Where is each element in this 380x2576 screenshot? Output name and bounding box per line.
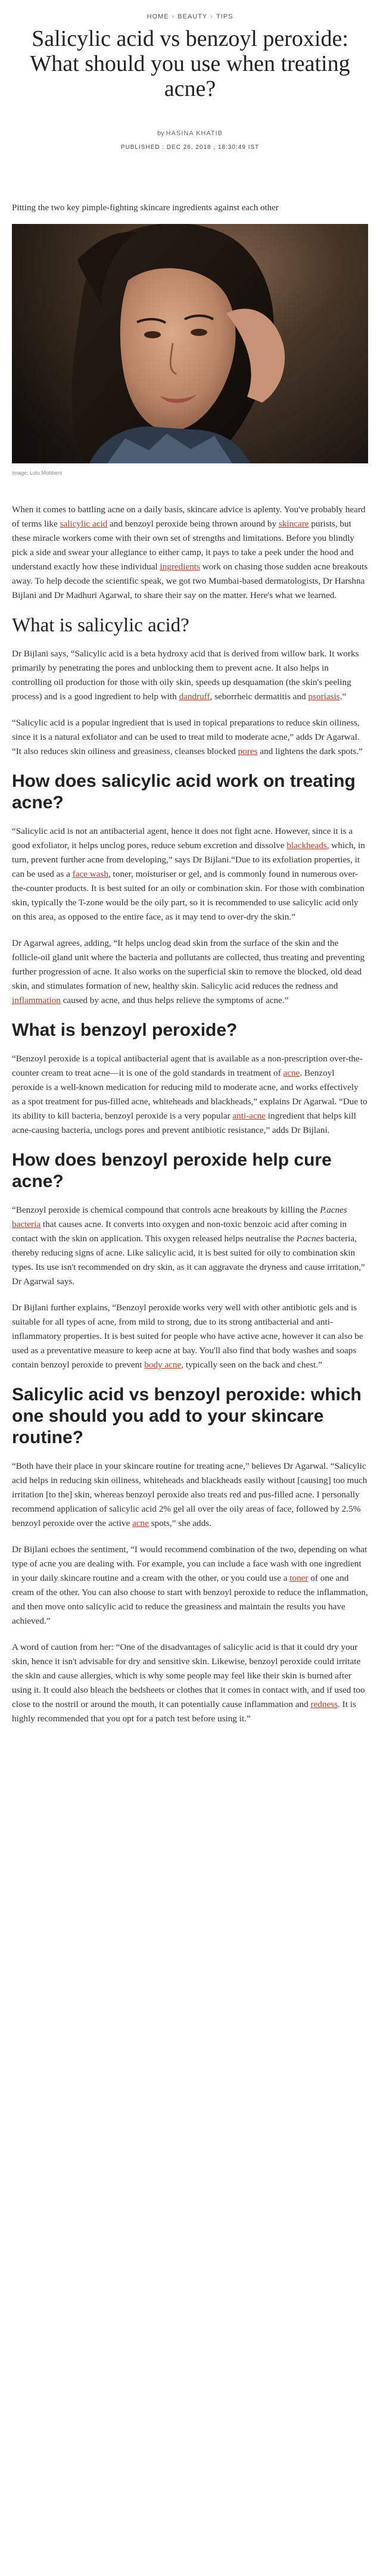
link-inflammation[interactable]: inflammation <box>12 995 61 1005</box>
paragraph <box>12 824 368 924</box>
breadcrumb-beauty[interactable]: BEAUTY <box>177 13 208 20</box>
paragraph <box>12 1052 368 1138</box>
text-span: When it comes to battling acne on a daily basis, skincare advice is aplenty. You've probably heard of terms like <box>12 504 366 529</box>
standfirst: Pitting the two key pimple-fighting skincare ingredients against each other <box>12 203 279 213</box>
breadcrumb-separator: › <box>172 13 175 20</box>
text-span: . Benzoyl peroxide is a well-known medication for reducing mild to moderate acne, and works effectively as a spot treatment for pus-filled acne, whiteheads and blackheads,” explains Dr Agarwal. “Due to its ability to kill bacteria, benzoyl peroxide is a very popular <box>12 1068 367 1121</box>
text-span: and lightens the dark spots.” <box>257 746 363 756</box>
paragraph <box>12 1640 368 1726</box>
section-heading-what-is-benzoyl-peroxide: What is benzoyl peroxide? <box>12 1020 238 1040</box>
paragraph <box>12 1459 368 1531</box>
text-span: spots,” she adds. <box>148 1518 211 1528</box>
paragraph <box>12 1301 368 1372</box>
link-ingredients[interactable]: ingredients <box>160 562 200 572</box>
paragraph-intro <box>12 503 368 603</box>
breadcrumb-separator: › <box>210 13 213 20</box>
article-body <box>12 503 368 1738</box>
link-bacteria[interactable]: bacteria <box>12 1219 41 1229</box>
image-credit: Image: Lulu Mobbers <box>12 470 63 476</box>
text-span: Dr Bijlani echoes the sentiment, “I would recommend combination of the two, depending on what type of acne you are dealing with. For example, you can include a face wash with one ingredient in your daily skincare routine and a cream with the other, or you could use a <box>12 1544 367 1583</box>
text-span: Dr Agarwal agrees, adding, “It helps unclog dead skin from the surface of the skin and the follicle-oil gland unit where the bacteria and pollutants are collected, thus treating and preventing further progression of acne. It also works on the superficial skin to remove the blocked, old dead skin, and stimulates formation of new, healthy skin. Salicylic acid reduces the redness and <box>12 938 365 991</box>
text-span: of one and cream of the other. You can also choose to start with benzoyl peroxide to reduce the inflammation, and then move onto salicylic acid to reduce the greasiness and maintain the results you have achieved.” <box>12 1573 368 1626</box>
link-skincare[interactable]: skincare <box>278 519 309 529</box>
italic-term: P.acnes <box>320 1205 347 1215</box>
text-span: caused by acne, and thus helps relieve the symptoms of acne.” <box>60 995 289 1005</box>
link-body-acne[interactable]: body acne <box>144 1360 182 1370</box>
breadcrumb <box>0 13 380 20</box>
text-span: bacteria, thereby reducing signs of acne. Like salicylic acid, it is best suited for oily to combination skin types. Its use isn't recommended on dry skin, as it can aggravate the dryness and cause irritation,” Dr Agarwal says. <box>12 1234 365 1287</box>
page-title: Salicylic acid vs benzoyl peroxide: What should you use when treating acne? <box>30 26 350 101</box>
hero-image-portrait <box>12 224 368 463</box>
text-span: .” <box>339 691 347 702</box>
text-span: work on chasing those sudden acne breakouts away. To help decode the scientific speak, we got two Mumbai-based dermatologists, Dr Harshna Bijlani and Dr Madhuri Agarwal, to share their say on the matter. Here's what we learned. <box>12 562 368 600</box>
link-toner[interactable]: toner <box>289 1573 309 1583</box>
link-redness[interactable]: redness <box>310 1699 338 1709</box>
link-psoriasis[interactable]: psoriasis <box>308 691 340 702</box>
italic-term: P.acnes <box>296 1234 324 1244</box>
link-anti-acne[interactable]: anti-acne <box>232 1111 266 1121</box>
link-pores[interactable]: pores <box>238 746 258 756</box>
text-span: ingredient that helps kill acne-causing bacteria, unclogs pores and prevent antibiotic resistance,” adds Dr Bijlani. <box>12 1111 356 1135</box>
section-heading-which-one: Salicylic acid vs benzoyl peroxide: which one should you add to your skincare routine? <box>12 1385 362 1447</box>
breadcrumb-tips[interactable]: TIPS <box>216 13 233 20</box>
link-face-wash[interactable]: face wash <box>72 869 108 879</box>
section-heading-what-is-salicylic-acid: What is salicylic acid? <box>12 615 189 636</box>
text-span: Dr Bijlani further explains, “Benzoyl peroxide works very well with other antibiotic gels and is suitable for all types of acne, from mild to strong, due to its strong antibacterial and anti-inflammatory properties. It is best suited for people who have active acne, however it can also be used as a preventative measure to keep acne at bay. You'll also find that body washes and soaps contain benzoyl peroxide to prevent <box>12 1303 363 1370</box>
text-span: “Benzoyl peroxide is chemical compound that controls acne breakouts by killing the <box>12 1205 320 1215</box>
text-span: . It is highly recommended that you opt for a patch test before using it.” <box>12 1699 356 1724</box>
paragraph <box>12 716 368 759</box>
link-acne-spots[interactable]: acne <box>132 1518 149 1528</box>
section-heading-benzoyl-peroxide-acne: How does benzoyl peroxide help cure acne? <box>12 1150 332 1191</box>
link-acne[interactable]: acne <box>283 1068 300 1078</box>
text-span: A word of caution from her: “One of the disadvantages of salicylic acid is that it could dry your skin, hence it isn't advisable for dry and sensitive skin. Likewise, benzoyl peroxide could irritate the skin and cause allergies, which is why some people may feel like their skin is burned after using it. It could also bleach the bedsheets or clothes that it comes in contact with, and if used too close to the nostril or around the mouth, it can potentially cause inflammation and <box>12 1642 365 1709</box>
text-span: purists, but these miracle workers come with their own set of strengths and limitations. Before you blindly pick a side and swear your allegiance to either camp, it pays to take a peek under the hood and understand exactly how these individual <box>12 519 354 572</box>
published-date: PUBLISHED : DEC 26, 2018 , 18:30:49 IST <box>120 144 260 151</box>
text-span: Dr Bijlani says, “Salicylic acid is a beta hydroxy acid that is derived from willow bark. It works primarily by penetrating the pores and unblocking them to prevent acne. It also helps in controlling oil production for those with oily skin, speeds up desquamation (the skin's peeling process) and is a good ingredient to help with <box>12 649 359 702</box>
text-span: , toner, moisturiser or gel, and is commonly found in numerous over-the-counter products. It is best suited for an oily or combination skin. For those with combination skin, typically the T-zone would be the oily part, so it is recommended to use salicylic acid only on this area, as opposed to the entire face, as it may tend to over-dry the skin.” <box>12 869 365 922</box>
link-dandruff[interactable]: dandruff <box>179 691 210 702</box>
breadcrumb-home[interactable]: HOME <box>147 13 169 20</box>
hero-image <box>12 224 368 463</box>
text-span: , which, in turn, prevent further acne from developing,” says Dr Bijlani.“Due to its exfoliation properties, it can be used as a <box>12 840 365 879</box>
section-heading-salicylic-acid-acne: How does salicylic acid work on treating acne? <box>12 771 356 812</box>
byline <box>0 130 380 137</box>
paragraph <box>12 647 368 704</box>
byline-prefix: by <box>157 130 164 137</box>
text-span: and benzoyl peroxide being thrown around by <box>107 519 279 529</box>
text-span: , seborrheic dermatitis and <box>210 691 309 702</box>
paragraph <box>12 1203 368 1289</box>
text-span: “Salicylic acid is a popular ingredient that is used in topical preparations to reduce skin oiliness, since it is a natural exfoliator and can be used to treat mild to moderate acne,” adds Dr Agarwal. “It also reduces skin oiliness and greasiness, cleanses blocked <box>12 718 360 756</box>
link-blackheads[interactable]: blackheads <box>286 840 327 851</box>
author-name[interactable]: HASINA KHATIB <box>166 130 223 137</box>
paragraph <box>12 1543 368 1628</box>
text-span: “Both have their place in your skincare routine for treating acne,” believes Dr Agarwal. “Salicylic acid helps in reducing skin oiliness, whiteheads and blackheads easily without [causing] too much irritation [to the] skin, whereas benzoyl peroxide also treats red and pus-filled acne. I personally recommend application of salicylic acid 2% gel all over the oily areas of face, followed by 2.5% benzoyl peroxide over the active <box>12 1461 367 1528</box>
text-span: that causes acne. It converts into oxygen and non-toxic benzoic acid after coming in contact with the skin on application. This oxygen released helps neutralise the <box>12 1219 347 1244</box>
text-span: “Benzoyl peroxide is a topical antibacterial agent that is available as a non-prescription over-the-counter cream to treat acne—it is one of the gold standards in treatment of <box>12 1054 363 1078</box>
text-span: , typically seen on the back and chest.” <box>181 1360 322 1370</box>
paragraph <box>12 936 368 1008</box>
link-salicylic-acid[interactable]: salicylic acid <box>60 519 108 529</box>
text-span: “Salicylic acid is not an antibacterial agent, hence it does not fight acne. However, since it is a good exfoliator, it helps unclog pores, reduce sebum excretion and dissolve <box>12 826 353 851</box>
